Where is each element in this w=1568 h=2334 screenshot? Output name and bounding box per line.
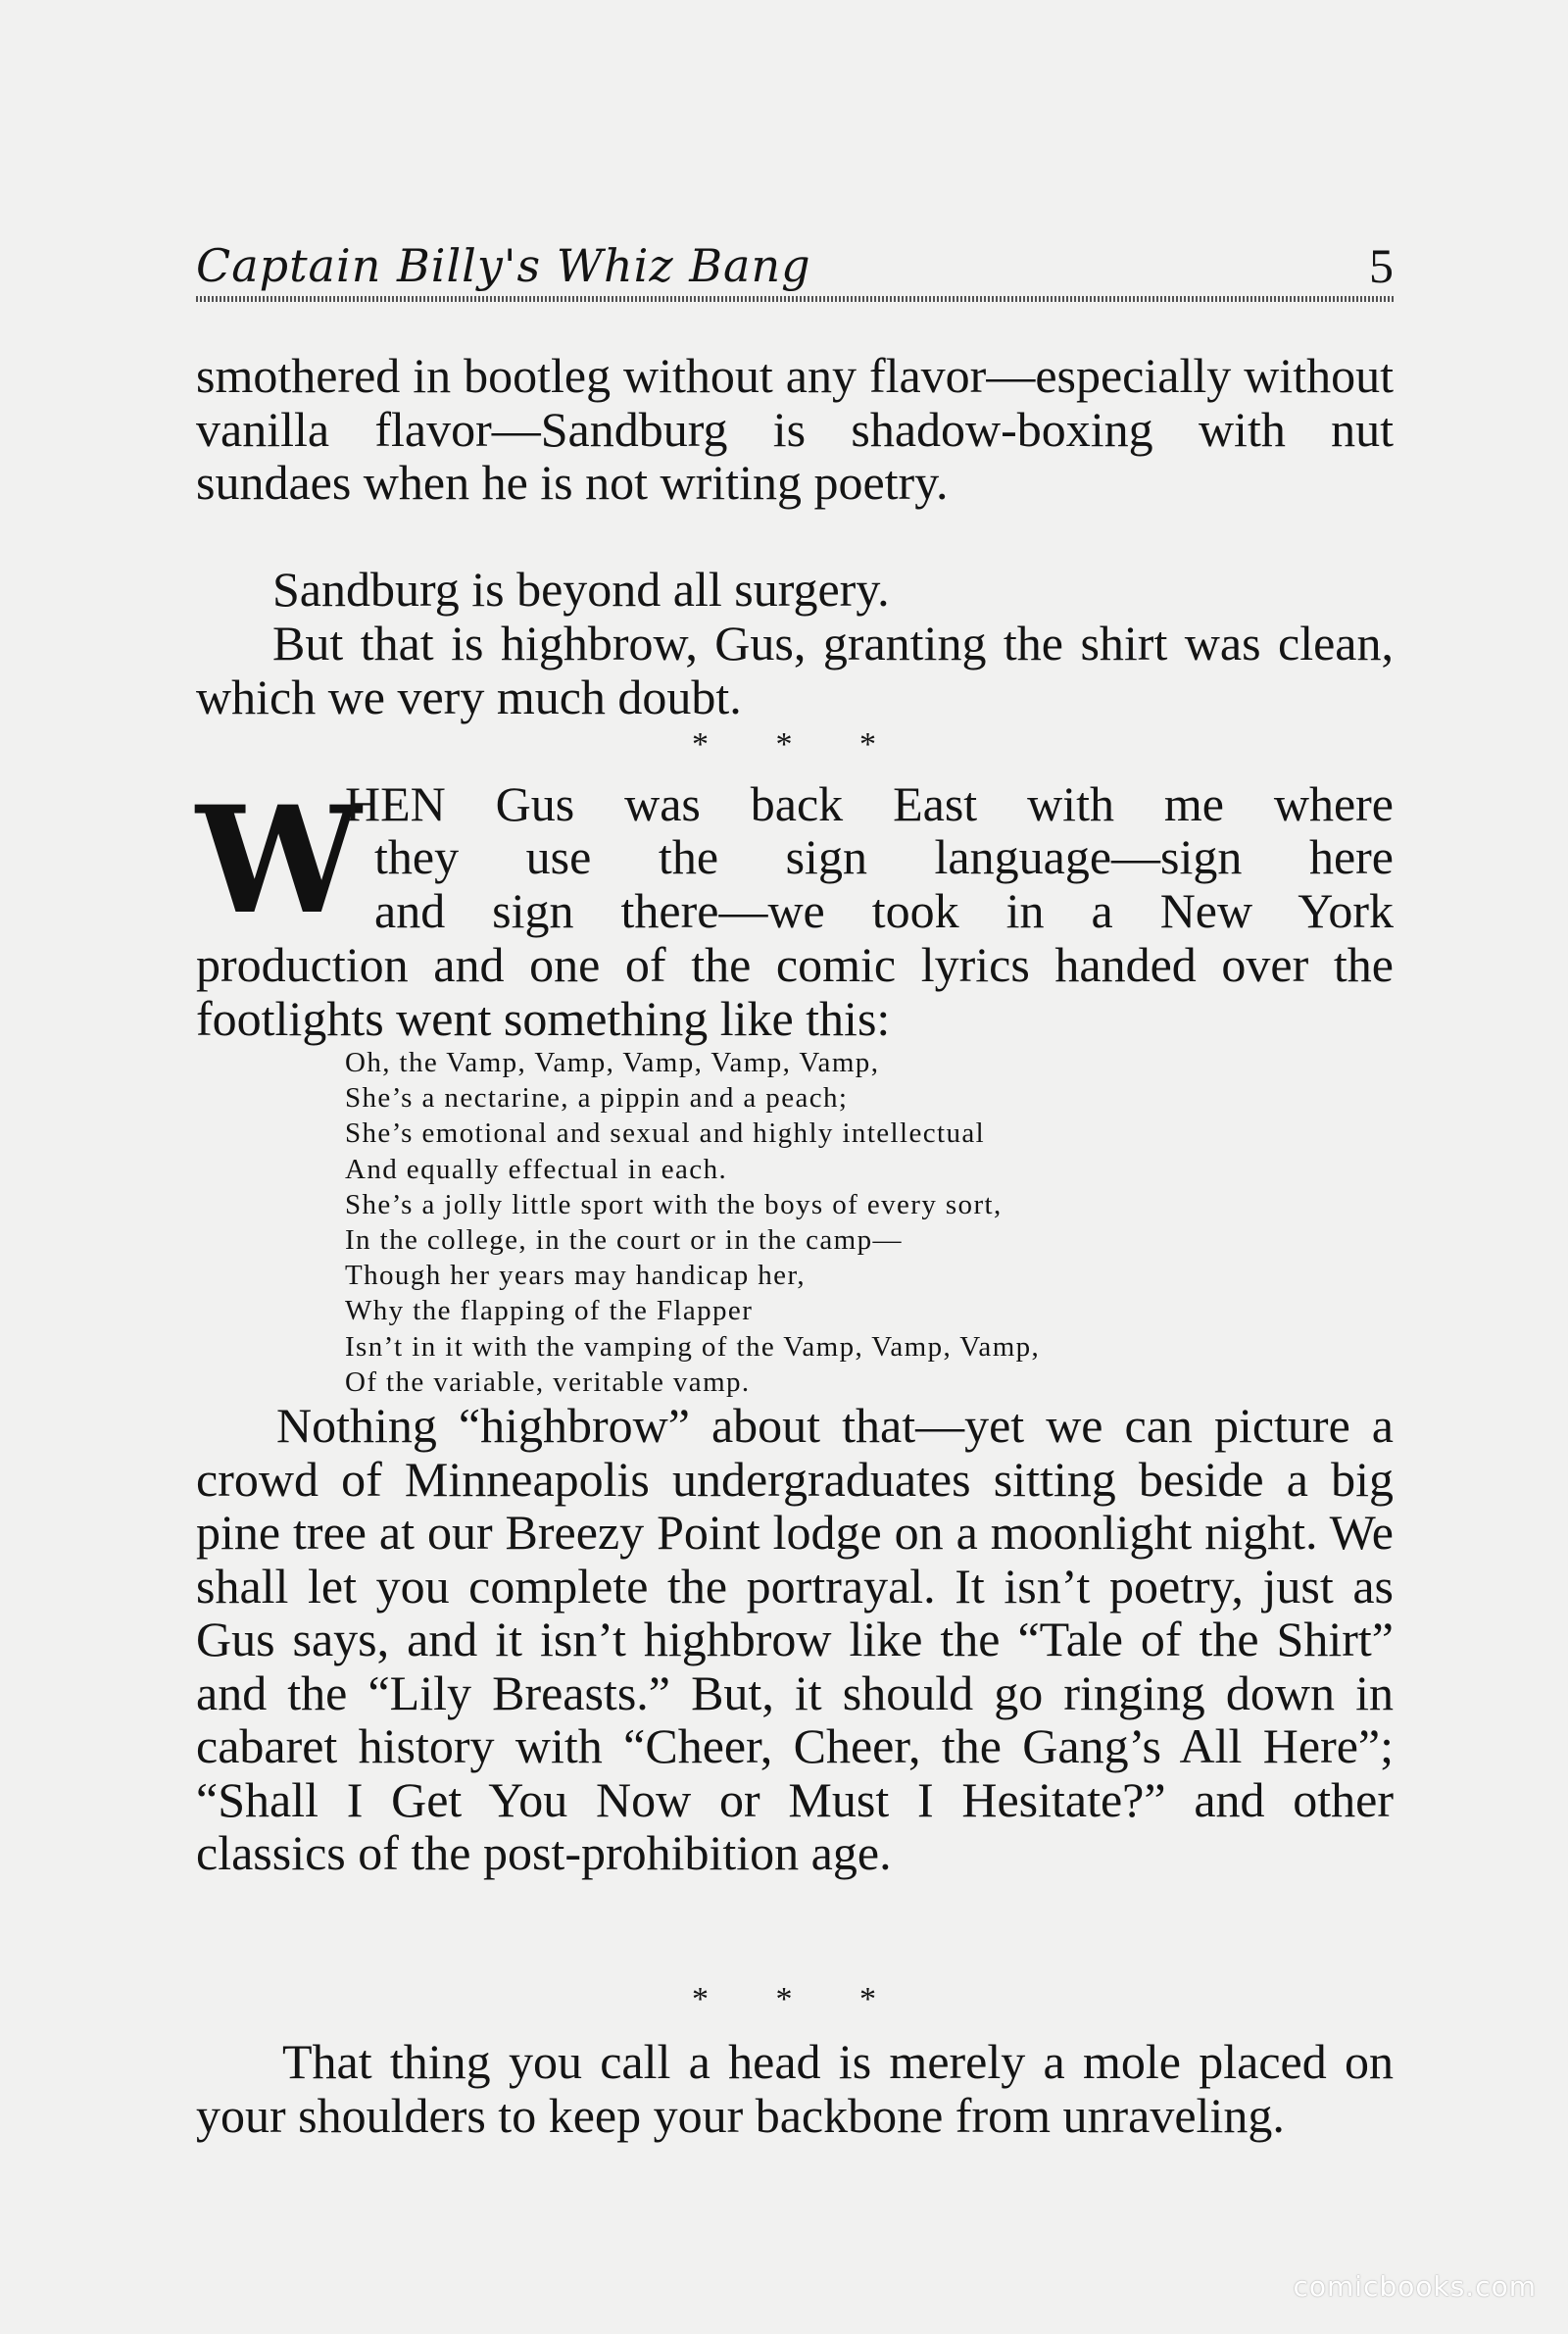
verse-line: Why the flapping of the Flapper [345, 1295, 754, 1327]
lyric-verse [345, 1045, 1040, 1400]
verse-line: And equally effectual in each. [345, 1153, 728, 1185]
paragraph-1: smothered in bootleg without any flavor—especially without vanilla flavor—Sandburg is shadow-boxing with nut sundaes when he is not writing poetry. [196, 348, 1394, 510]
paragraph-5: Nothing “highbrow” about that—yet we can picture a crowd of Minneapolis undergraduates sitting beside a big pine tree at our Breezy Point lodge on a moonlight night. We shall let you complete the portrayal. It isn’t poetry, just as Gus says, and it isn’t highbrow like the “Tale of the Shirt” and the “Lily Breasts.” But, it should go ringing down in cabaret history with “Cheer, Cheer, the Gang’s All Here”; “Shall I Get You Now or Must I Hesitate?” and other classics of the post-prohibition age. [196, 1398, 1394, 1880]
paragraph-2: Sandburg is beyond all surgery. [272, 562, 890, 617]
page-header [196, 235, 1394, 296]
verse-line: Though her years may handicap her, [345, 1260, 806, 1292]
verse-line: Isn’t in it with the vamping of the Vamp, Vamp, Vamp, [345, 1330, 1041, 1363]
verse-line: She’s a nectarine, a pippin and a peach; [345, 1082, 849, 1115]
section-separator: * * * [692, 726, 906, 763]
watermark: comicbooks.com [1293, 2270, 1537, 2303]
dropcap-line-2: they use the sign language—sign here [374, 829, 1394, 884]
page-number: 5 [1369, 238, 1394, 293]
header-rule [196, 296, 1394, 302]
verse-line: Oh, the Vamp, Vamp, Vamp, Vamp, Vamp, [345, 1047, 880, 1078]
verse-line: In the college, in the court or in the camp— [345, 1224, 903, 1257]
verse-line: Of the variable, veritable vamp. [345, 1366, 751, 1398]
paragraph-3: But that is highbrow, Gus, granting the shirt was clean, which we very much doubt. [196, 616, 1394, 724]
dropcap-line-3: and sign there—we took in a New York [374, 883, 1394, 938]
dropcap-line-1: HEN Gus was back East with me where [345, 776, 1394, 831]
verse-line: She’s emotional and sexual and highly intellectual [345, 1117, 986, 1150]
paragraph-4: production and one of the comic lyrics handed over the footlights went something like this: [196, 937, 1394, 1046]
verse-line: She’s a jolly little sport with the boys of every sort, [345, 1188, 1003, 1220]
drop-cap: W [196, 774, 362, 947]
section-separator: * * * [692, 1981, 906, 2017]
paragraph-6: That thing you call a head is merely a mole placed on your shoulders to keep your backbone from unraveling. [196, 2034, 1394, 2143]
running-title: Captain Billy's Whiz Bang [196, 239, 811, 292]
